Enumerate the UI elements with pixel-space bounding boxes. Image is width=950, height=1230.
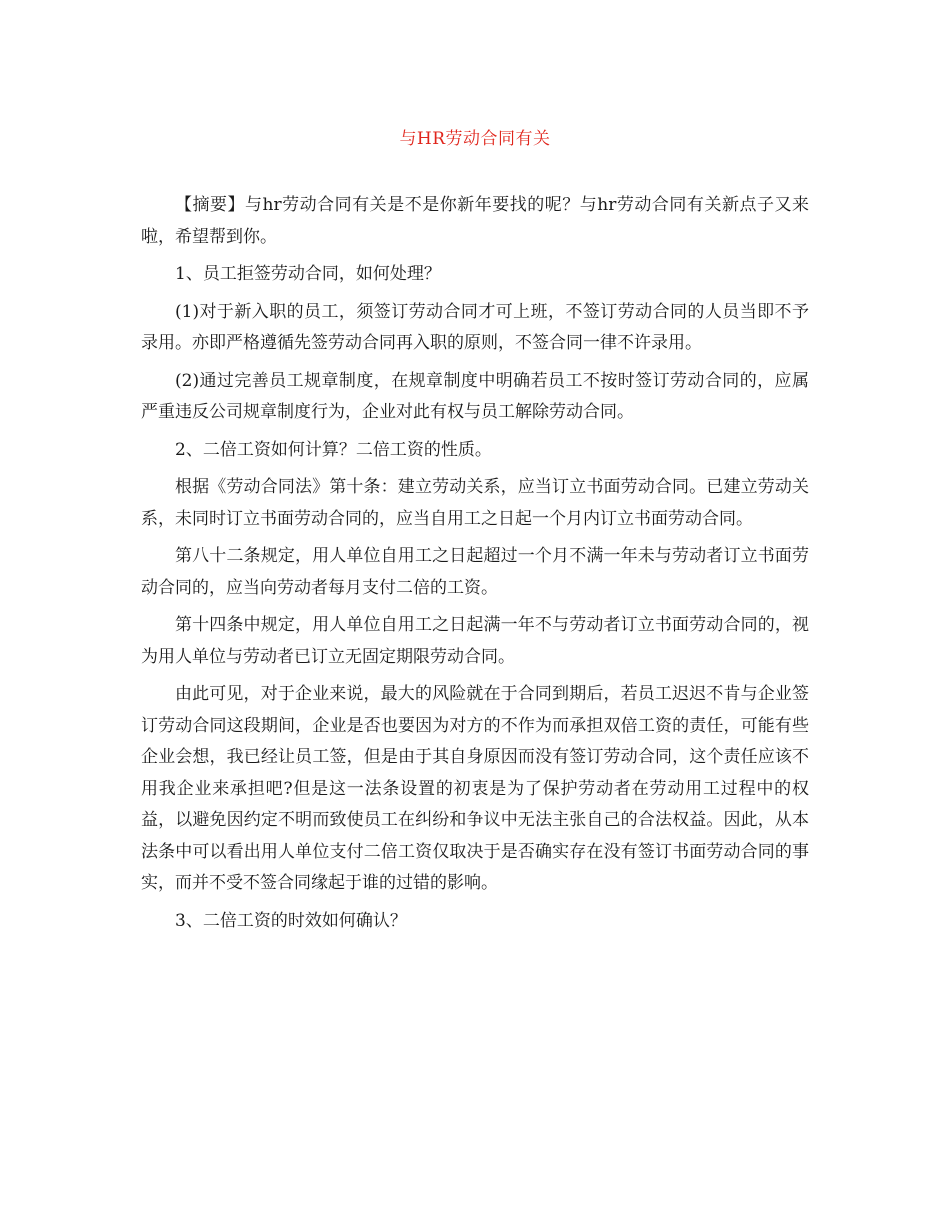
- paragraph-heading-2: 2、二倍工资如何计算？二倍工资的性质。: [175, 439, 492, 460]
- paragraph-article-10: 根据《劳动合同法》第十条：建立劳动关系，应当订立书面劳动合同。已建立劳动关系，未同时订立书面劳动合同的，应当自用工之日起一个月内订立书面劳动合同。: [141, 477, 809, 529]
- document-title: 与HR劳动合同有关: [399, 129, 551, 149]
- paragraph-analysis: 由此可见，对于企业来说，最大的风险就在于合同到期后，若员工迟迟不肯与企业签订劳动合同这段期间，企业是否也要因为对方的不作为而承担双倍工资的责任，可能有些企业会想，我已经让员工签，但是由于其自身原因而没有签订劳动合同，这个责任应该不用我企业来承担吧?但是这一法条设置的初衷是为了保护劳动者在劳动用工过程中的权益，以避免因约定不明而致使员工在纠纷和争议中无法主张自己的合法权益。因此，从本法条中可以看出用人单位支付二倍工资仅取决于是否确实存在没有签订书面劳动合同的事实，而并不受不签合同缘起于谁的过错的影响。: [141, 684, 809, 893]
- document-body: [141, 190, 809, 943]
- paragraph-article-82: 第八十二条规定，用人单位自用工之日起超过一个月不满一年未与劳动者订立书面劳动合同的，应当向劳动者每月支付二倍的工资。: [141, 546, 809, 598]
- paragraph-item-2: (2)通过完善员工规章制度，在规章制度中明确若员工不按时签订劳动合同的，应属严重违反公司规章制度行为，企业对此有权与员工解除劳动合同。: [141, 370, 809, 422]
- paragraph-item-1: (1)对于新入职的员工，须签订劳动合同才可上班，不签订劳动合同的人员当即不予录用。亦即严格遵循先签劳动合同再入职的原则，不签合同一律不许录用。: [141, 301, 809, 353]
- paragraph-abstract: 【摘要】与hr劳动合同有关是不是你新年要找的呢？与hr劳动合同有关新点子又来啦，希望帮到你。: [141, 195, 809, 247]
- paragraph-article-14: 第十四条中规定，用人单位自用工之日起满一年不与劳动者订立书面劳动合同的，视为用人单位与劳动者已订立无固定期限劳动合同。: [141, 615, 809, 667]
- paragraph-heading-1: 1、员工拒签劳动合同，如何处理？: [175, 264, 441, 284]
- paragraph-heading-3: 3、二倍工资的时效如何确认？: [175, 910, 407, 931]
